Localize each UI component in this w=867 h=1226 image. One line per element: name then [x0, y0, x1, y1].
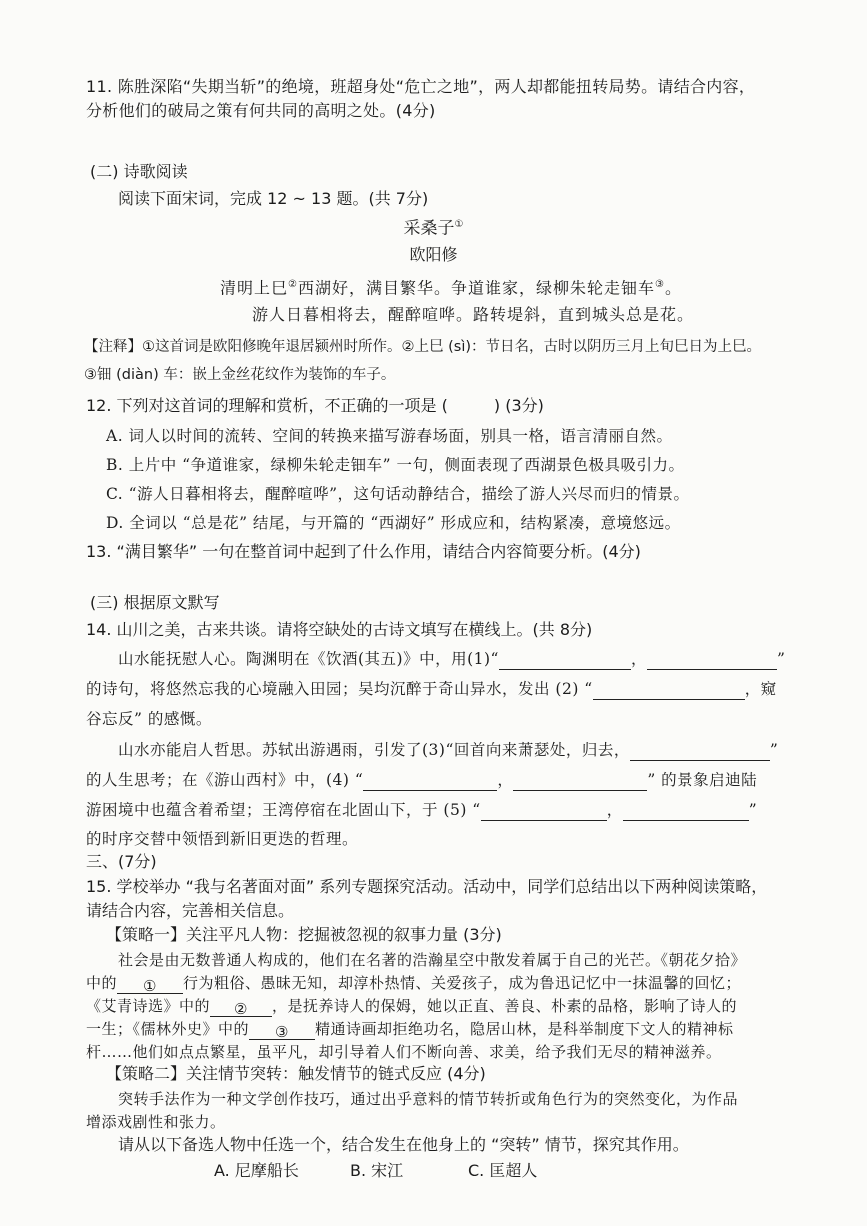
recite-p1-line3: 谷忘反” 的感慨。 — [86, 710, 212, 728]
choice-a: A. 尼摩船长 — [214, 1161, 299, 1180]
recite-p2-line3-text: 游困境中也蕴含着希望；王湾停宿在北固山下，于 (5) “ — [86, 801, 481, 819]
recite-p2-line2 — [86, 769, 757, 791]
poem-author: 欧阳修 — [409, 245, 458, 264]
blank-name-3[interactable] — [249, 1021, 315, 1040]
strategy1-line4-text: 精通诗画却拒绝功名，隐居山林，是科举制度下文人的精神标 — [315, 1020, 734, 1038]
choice-b: B. 宋江 — [350, 1161, 404, 1180]
verse1-part-c: 。 — [664, 278, 682, 298]
blank-number-3: ③ — [275, 1023, 289, 1041]
verse1-note-mark-2: ② — [288, 279, 298, 290]
strategy1-line5: 杆……他们如点点繁星，虽平凡，却引导着人们不断向善、求美，给予我们无尽的精神滋养。 — [86, 1043, 722, 1061]
recite-p1-sep: ， — [630, 650, 647, 668]
q12-option-b: B. 上片中 “争道谁家，绿柳朱轮走钿车” 一句，侧面表现了西湖景色极具吸引力。 — [106, 456, 685, 474]
recite-p2-line3 — [86, 799, 757, 821]
blank-5b[interactable] — [623, 804, 749, 821]
recite-p1-end: ” — [777, 650, 786, 668]
strategy2-line2: 增添戏剧性和张力。 — [86, 1113, 226, 1131]
q15-line2: 请结合内容，完善相关信息。 — [86, 901, 295, 920]
section3-heading: 三、(7分) — [86, 852, 157, 871]
blank-5a[interactable] — [481, 804, 607, 821]
q12-stem — [86, 395, 544, 417]
recite-p2-line2-sep: ， — [497, 771, 514, 789]
q11-line1: 11. 陈胜深陷“失期当斩”的绝境，班超身处“危亡之地”，两人却都能扭转局势。请结合内容， — [86, 77, 756, 96]
recite-p2-line3-end: ” — [748, 801, 758, 819]
recite-p2-line1-end: ” — [769, 741, 779, 759]
strategy2-title: 【策略二】关注情节突转：触发情节的链式反应 (4分) — [106, 1064, 486, 1083]
blank-number-2: ② — [234, 1000, 248, 1018]
blank-name-1[interactable] — [117, 975, 183, 994]
recite-p1-line1 — [118, 648, 785, 670]
recite-p1-line2-text: 的诗句，将悠然忘我的心境融入田园；吴均沉醉于奇山异水，发出 (2) “ — [86, 680, 593, 698]
q15-line1: 15. 学校举办 “我与名著面对面” 系列专题探究活动。活动中，同学们总结出以下两种阅读策略， — [86, 877, 768, 896]
poem-verse-1 — [220, 274, 682, 299]
blank-2[interactable] — [593, 683, 745, 700]
strategy1-line3-text: ，是抚养诗人的保姆，她以正直、善良、朴素的品格，影响了诗人的 — [272, 997, 738, 1015]
verse1-part-b: 西湖好，满目繁华。争道谁家，绿柳朱轮走钿车 — [297, 278, 655, 298]
poem-title-text: 采桑子 — [403, 218, 455, 239]
recite-p2-line1 — [118, 739, 778, 761]
q13: 13. “满目繁华” 一句在整首词中起到了什么作用，请结合内容简要分析。(4分) — [86, 542, 641, 561]
q12-stem-text: 12. 下列对这首词的理解和赏析，不正确的一项是 ( — [86, 396, 448, 415]
recite-p2-line2-end: ” 的景象启迪陆 — [647, 771, 758, 789]
recite-p2-line2-text: 的人生思考；在《游山西村》中，(4) “ — [86, 771, 364, 789]
recite-heading: (三) 根据原文默写 — [90, 593, 220, 612]
poetry-heading: (二) 诗歌阅读 — [90, 162, 188, 181]
recite-p1-line2 — [86, 678, 777, 700]
poem-note-1: 【注释】①这首词是欧阳修晚年退居颍州时所作。②上巳 (sì)：节日名，古时以阴历三月上旬巳日为上巳。 — [84, 339, 762, 355]
q14: 14. 山川之美，古来共谈。请将空缺处的古诗文填写在横线上。(共 8分) — [86, 620, 593, 639]
blank-name-2[interactable] — [210, 998, 272, 1017]
blank-4a[interactable] — [363, 774, 497, 791]
strategy2-line1: 突转手法作为一种文学创作技巧，通过出乎意料的情节转折或角色行为的突然变化，为作品 — [118, 1090, 739, 1108]
blank-1b[interactable] — [647, 653, 777, 670]
poem-note-2: ③钿 (diàn) 车：嵌上金丝花纹作为装饰的车子。 — [84, 367, 396, 383]
choice-c: C. 匡超人 — [468, 1161, 538, 1180]
poem-verse-2: 游人日暮相将去，醒醉喧哗。路转堤斜，直到城头总是花。 — [252, 305, 695, 324]
verse1-part-a: 清明上巳 — [220, 278, 289, 298]
strategy1-line2 — [86, 972, 741, 994]
q12-option-c: C. “游人日暮相将去，醒醉喧哗”，这句话动静结合，描绘了游人兴尽而归的情景。 — [106, 485, 690, 503]
blank-3[interactable] — [630, 744, 770, 761]
blank-1a[interactable] — [499, 653, 631, 670]
poetry-intro: 阅读下面宋词，完成 12 ~ 13 题。(共 7分) — [118, 189, 429, 208]
q12-stem-end: ) (3分) — [493, 396, 544, 415]
strategy1-line4 — [86, 1018, 734, 1040]
strategy1-line2-lead: 中的 — [86, 974, 118, 992]
recite-p1-line1-text: 山水能抚慰人心。陶渊明在《饮酒(其五)》中，用(1)“ — [118, 650, 499, 668]
q12-option-d: D. 全词以 “总是花” 结尾，与开篇的 “西湖好” 形成应和，结构紧凑，意境悠远。 — [106, 514, 681, 532]
strategy1-line2-text: 行为粗俗、愚昧无知，却淳朴热情、关爱孩子，成为鲁迅记忆中一抹温馨的回忆； — [183, 974, 742, 992]
recite-p2-line4: 的时序交替中领悟到新旧更迭的哲理。 — [86, 830, 359, 848]
poem-title — [0, 214, 867, 240]
recite-p1-line2-end: ，窥 — [744, 680, 777, 698]
strategy1-line1: 社会是由无数普通人构成的，他们在名著的浩瀚星空中散发着属于自己的光芒。《朝花夕拾》 — [118, 951, 747, 969]
verse1-note-mark-3: ③ — [655, 279, 665, 290]
strategy2-line3: 请从以下备选人物中任选一个，结合发生在他身上的 “突转” 情节，探究其作用。 — [118, 1135, 689, 1154]
strategy1-line3-lead: 《艾青诗选》中的 — [86, 997, 211, 1015]
strategy1-title: 【策略一】关注平凡人物：挖掘被忽视的叙事力量 (3分) — [106, 925, 502, 944]
blank-number-1: ① — [143, 977, 157, 995]
strategy1-line3 — [86, 995, 737, 1017]
q12-option-a: A. 词人以时间的流转、空间的转换来描写游春场面，别具一格，语言清丽自然。 — [106, 427, 673, 445]
recite-p2-line3-sep: ， — [606, 801, 623, 819]
strategy1-line4-lead: 一生；《儒林外史》中的 — [86, 1020, 250, 1038]
q11-line2: 分析他们的破局之策有何共同的高明之处。(4分) — [86, 101, 436, 120]
poem-title-note-mark: ① — [454, 219, 464, 230]
blank-4b[interactable] — [513, 774, 647, 791]
recite-p2-line1-text: 山水亦能启人哲思。苏轼出游遇雨，引发了(3)“回首向来萧瑟处，归去， — [118, 741, 630, 759]
